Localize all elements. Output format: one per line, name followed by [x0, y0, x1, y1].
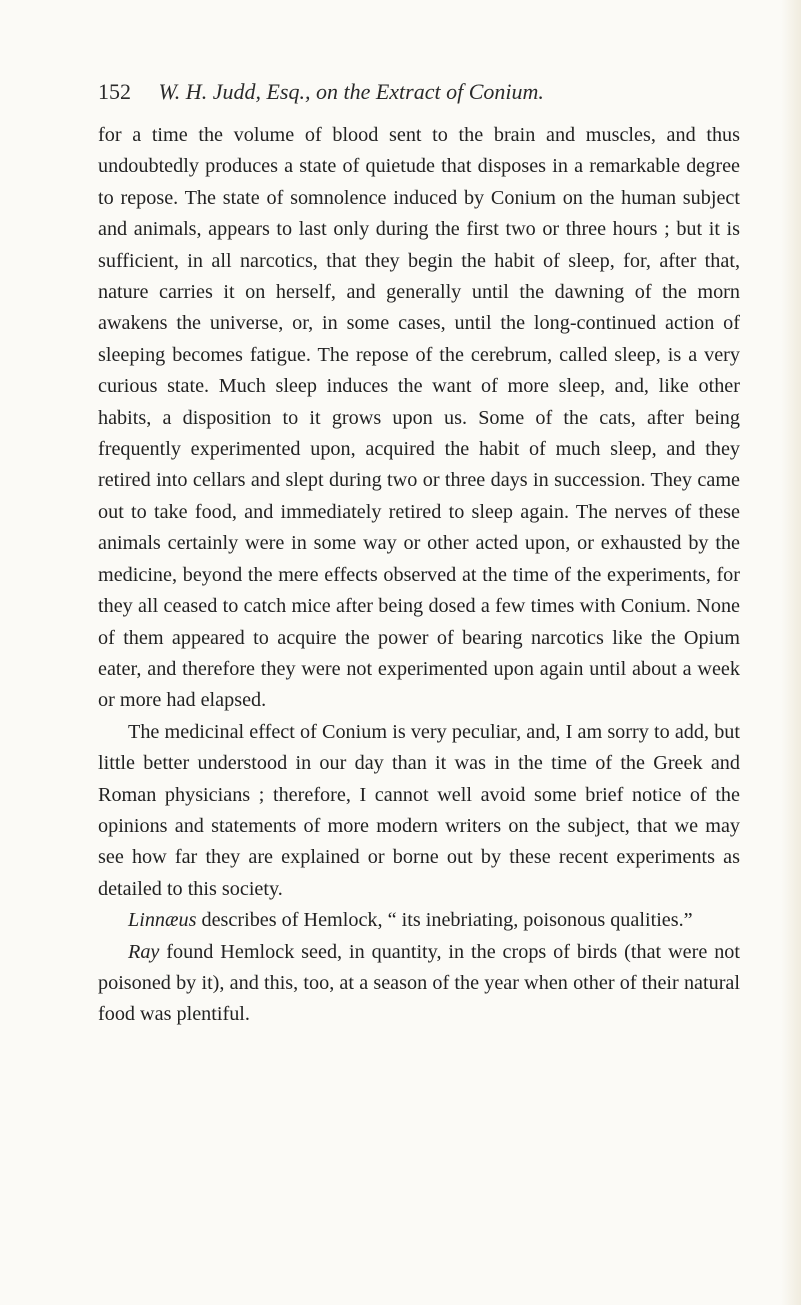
running-header	[98, 74, 748, 110]
linnaeus-quote: describes of Hemlock, “ its inebriating, poisonous qualities.”	[196, 909, 693, 932]
paragraph-sleep-effects: for a time the volume of blood sent to the brain and muscles, and thus undoubtedly produces a state of quietude that disposes in a remarkable degree to repose. The state of somnolence induced by Conium on the human subject and animals, appears to last only during the first two or three hours ; but it is sufficient, in all narcotics, that they begin the habit of sleep, for, after that, nature carries it on herself, and generally until the dawning of the morn awakens the universe, or, in some cases, until the long-continued action of sleeping becomes fatigue. The repose of the cerebrum, called sleep, is a very curious state. Much sleep induces the want of more sleep, and, like other habits, a disposition to it grows upon us. Some of the cats, after being frequently experimented upon, acquired the habit of much sleep, and they retired into cellars and slept during two or three days in succession. They came out to take food, and immediately retired to sleep again. The nerves of these animals certainly were in some way or other acted upon, or exhausted by the medicine, beyond the mere effects observed at the time of the experiments, for they all ceased to catch mice after being dosed a few times with Conium. None of them appeared to acquire the power of bearing narcotics like the Opium eater, and therefore they were not experimented upon again until about a week or more had elapsed.	[98, 124, 740, 712]
author-ray: Ray	[128, 940, 160, 963]
page-number: 152	[98, 79, 131, 104]
body-text	[98, 120, 740, 1031]
ray-text: found Hemlock seed, in quantity, in the crops of birds (that were not poisoned by it), and this, too, at a season of the year when other of their natural food was plentiful.	[98, 940, 740, 1026]
running-title: W. H. Judd, Esq., on the Extract of Conium.	[158, 79, 544, 104]
paragraph-ray	[98, 937, 740, 1031]
page-edge-shading	[781, 0, 801, 1305]
author-linnaeus: Linnæus	[128, 909, 197, 932]
paragraph-medicinal-effect: The medicinal effect of Conium is very peculiar, and, I am sorry to add, but little better understood in our day than it was in the time of the Greek and Roman physicians ; therefore, I cannot well avoid some brief notice of the opinions and statements of more modern writers on the subject, that we may see how far they are explained or borne out by these recent experiments as detailed to this society.	[98, 720, 740, 900]
paragraph-linnaeus	[98, 905, 740, 936]
